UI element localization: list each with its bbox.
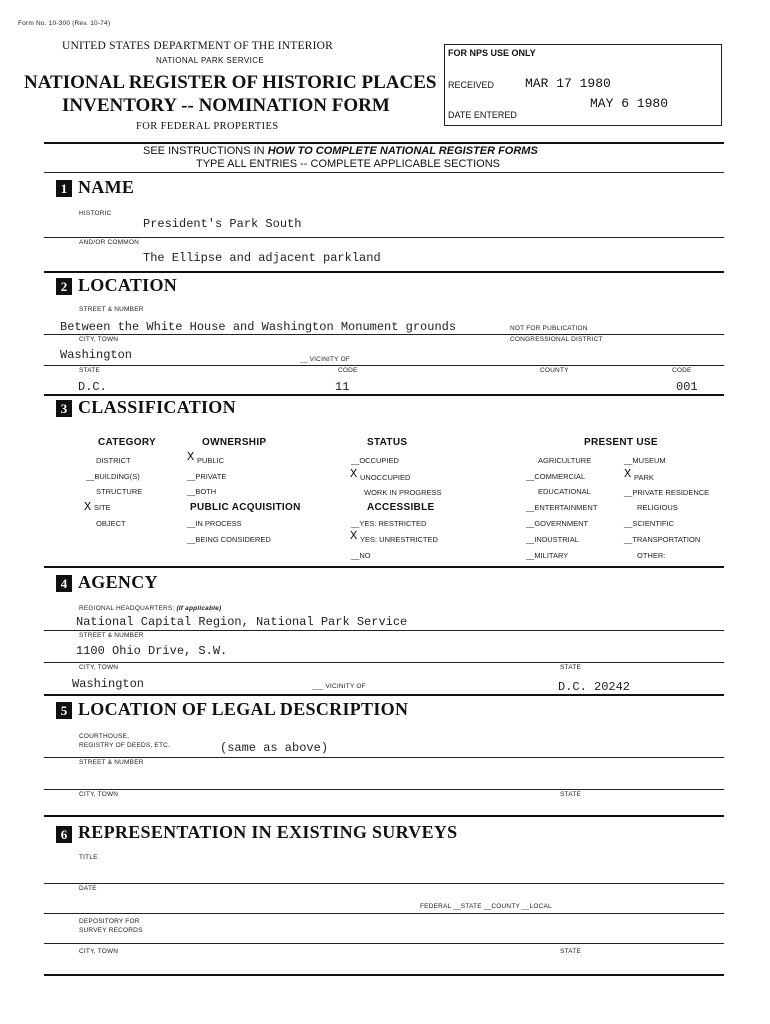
accessible-restricted[interactable]: __YES: RESTRICTED bbox=[351, 519, 427, 528]
use-transportation[interactable]: __TRANSPORTATION bbox=[624, 535, 701, 544]
use-industrial-text: INDUSTRIAL bbox=[534, 535, 579, 544]
common-name-label: AND/OR COMMON bbox=[79, 239, 140, 246]
agency-street-label: STREET & NUMBER bbox=[79, 632, 144, 639]
use-private-residence[interactable]: __PRIVATE RESIDENCE bbox=[624, 488, 710, 497]
rule bbox=[44, 943, 724, 944]
category-structure[interactable]: STRUCTURE bbox=[96, 487, 143, 496]
section-number-5: 5 bbox=[56, 702, 72, 719]
section-number-4: 4 bbox=[56, 575, 72, 592]
courthouse-label: COURTHOUSE, bbox=[79, 733, 130, 740]
accessible-no[interactable]: __NO bbox=[351, 551, 371, 560]
agency-city-label: CITY, TOWN bbox=[79, 664, 119, 671]
state-label: STATE bbox=[79, 367, 100, 374]
rule bbox=[44, 757, 724, 758]
use-religious[interactable]: RELIGIOUS bbox=[637, 503, 678, 512]
use-transportation-text: TRANSPORTATION bbox=[632, 535, 701, 544]
legal-street-label: STREET & NUMBER bbox=[79, 759, 144, 766]
section-title-surveys: REPRESENTATION IN EXISTING SURVEYS bbox=[78, 822, 458, 842]
survey-date-label: DATE bbox=[79, 885, 97, 892]
use-government[interactable]: __GOVERNMENT bbox=[526, 519, 589, 528]
ownership-public-mark: X bbox=[187, 450, 195, 464]
historic-label: HISTORIC bbox=[79, 210, 112, 217]
status-unoccupied-mark: X bbox=[350, 467, 358, 481]
section-number-3: 3 bbox=[56, 400, 72, 417]
section-number-6: 6 bbox=[56, 826, 72, 843]
acquisition-being-considered[interactable]: __BEING CONSIDERED bbox=[187, 535, 271, 544]
instructions-guide-title: HOW TO COMPLETE NATIONAL REGISTER FORMS bbox=[267, 145, 538, 157]
survey-title-label: TITLE bbox=[79, 854, 98, 861]
status-unoccupied[interactable]: UNOCCUPIED bbox=[360, 473, 411, 482]
section-rule bbox=[44, 394, 724, 396]
regional-hq-note: (If applicable) bbox=[176, 605, 222, 612]
section-title-legal-description: LOCATION OF LEGAL DESCRIPTION bbox=[78, 699, 409, 719]
depository-label: DEPOSITORY FOR bbox=[79, 918, 140, 925]
use-museum[interactable]: __MUSEUM bbox=[624, 456, 666, 465]
regional-hq-text: REGIONAL HEADQUARTERS: bbox=[79, 605, 175, 612]
instructions-bottom-rule bbox=[44, 172, 724, 173]
vicinity-of-label: __ VICINITY OF bbox=[300, 356, 351, 363]
section-number-1: 1 bbox=[56, 180, 72, 197]
received-stamp: MAR 17 1980 bbox=[525, 76, 611, 91]
public-acquisition-header: PUBLIC ACQUISITION bbox=[190, 502, 301, 513]
survey-city-label: CITY, TOWN bbox=[79, 948, 119, 955]
section-rule bbox=[44, 974, 724, 976]
instructions-prefix: SEE INSTRUCTIONS IN bbox=[143, 145, 268, 157]
use-educational[interactable]: EDUCATIONAL bbox=[538, 487, 591, 496]
ownership-both-text: BOTH bbox=[195, 487, 217, 496]
use-military-text: MILITARY bbox=[534, 551, 569, 560]
survey-records-label: SURVEY RECORDS bbox=[79, 927, 143, 934]
legal-state-label: STATE bbox=[560, 791, 581, 798]
section-title-location: LOCATION bbox=[78, 275, 178, 295]
agency-state-field[interactable]: D.C. 20242 bbox=[558, 680, 631, 694]
status-occupied[interactable]: __OCCUPIED bbox=[351, 456, 399, 465]
accessible-no-text: NO bbox=[359, 551, 371, 560]
instructions-top-rule bbox=[44, 142, 724, 144]
county-label: COUNTY bbox=[540, 367, 569, 374]
street-field[interactable]: Between the White House and Washington Monument grounds bbox=[60, 320, 457, 334]
accessible-restricted-text: YES: RESTRICTED bbox=[359, 519, 427, 528]
section-rule bbox=[44, 271, 724, 273]
rule bbox=[44, 913, 724, 914]
accessible-unrestricted-mark: X bbox=[350, 529, 358, 543]
legal-city-label: CITY, TOWN bbox=[79, 791, 119, 798]
vicinity-of-text: VICINITY OF bbox=[309, 356, 351, 363]
regional-hq-label bbox=[79, 605, 221, 612]
form-scope: FOR FEDERAL PROPERTIES bbox=[136, 121, 279, 132]
category-buildings[interactable]: __BUILDING(S) bbox=[86, 472, 140, 481]
received-label: RECEIVED bbox=[448, 80, 495, 90]
category-site-mark: X bbox=[84, 500, 92, 514]
instructions-line2: TYPE ALL ENTRIES -- COMPLETE APPLICABLE SECTIONS bbox=[196, 158, 501, 170]
section-rule bbox=[44, 815, 724, 817]
use-agriculture[interactable]: AGRICULTURE bbox=[538, 456, 592, 465]
status-work-in-progress[interactable]: WORK IN PROGRESS bbox=[364, 488, 442, 497]
survey-levels: FEDERAL __STATE __COUNTY __LOCAL bbox=[420, 903, 552, 910]
use-commercial[interactable]: __COMMERCIAL bbox=[526, 472, 586, 481]
rule bbox=[44, 334, 724, 335]
courthouse-field[interactable]: (same as above) bbox=[220, 741, 329, 755]
date-entered-label: DATE ENTERED bbox=[448, 110, 517, 120]
rule bbox=[44, 237, 724, 238]
form-subtitle: INVENTORY -- NOMINATION FORM bbox=[62, 95, 390, 116]
use-scientific-text: SCIENTIFIC bbox=[632, 519, 675, 528]
agency-state-label: STATE bbox=[560, 664, 581, 671]
use-entertainment[interactable]: __ENTERTAINMENT bbox=[526, 503, 598, 512]
form-number: Form No. 10-300 (Rev. 10-74) bbox=[18, 20, 111, 27]
use-private-residence-text: PRIVATE RESIDENCE bbox=[632, 488, 710, 497]
rule bbox=[44, 662, 724, 663]
section-rule bbox=[44, 694, 724, 696]
acquisition-being-considered-text: BEING CONSIDERED bbox=[195, 535, 271, 544]
county-code-label: CODE bbox=[672, 367, 692, 374]
city-field[interactable]: Washington bbox=[60, 348, 133, 362]
state-code-field[interactable]: 11 bbox=[335, 380, 350, 394]
use-entertainment-text: ENTERTAINMENT bbox=[534, 503, 598, 512]
code-label: CODE bbox=[338, 367, 358, 374]
ownership-both[interactable]: __BOTH bbox=[187, 487, 217, 496]
survey-state-label: STATE bbox=[560, 948, 581, 955]
acquisition-in-process[interactable]: __IN PROCESS bbox=[187, 519, 242, 528]
present-use-header: PRESENT USE bbox=[584, 437, 658, 448]
city-town-label: CITY, TOWN bbox=[79, 336, 119, 343]
section-title-name: NAME bbox=[78, 177, 135, 197]
ownership-private-text: PRIVATE bbox=[195, 472, 227, 481]
form-title: NATIONAL REGISTER OF HISTORIC PLACES bbox=[24, 72, 437, 93]
acquisition-in-process-text: IN PROCESS bbox=[195, 519, 242, 528]
accessible-header: ACCESSIBLE bbox=[367, 502, 435, 513]
status-occupied-text: OCCUPIED bbox=[359, 456, 399, 465]
historic-name-field[interactable]: President's Park South bbox=[143, 217, 302, 231]
common-name-field[interactable]: The Ellipse and adjacent parkland bbox=[143, 251, 381, 265]
use-scientific[interactable]: __SCIENTIFIC bbox=[624, 519, 675, 528]
section-rule bbox=[44, 566, 724, 568]
category-district[interactable]: DISTRICT bbox=[96, 456, 131, 465]
department-name: UNITED STATES DEPARTMENT OF THE INTERIOR bbox=[62, 40, 334, 52]
congressional-district-label: CONGRESSIONAL DISTRICT bbox=[510, 336, 603, 343]
section-title-classification: CLASSIFICATION bbox=[78, 397, 236, 417]
nps-use-only-label: FOR NPS USE ONLY bbox=[448, 48, 536, 58]
use-park-mark: X bbox=[624, 467, 632, 481]
street-number-label: STREET & NUMBER bbox=[79, 306, 144, 313]
county-code-field[interactable]: 001 bbox=[676, 380, 698, 394]
use-other[interactable]: OTHER: bbox=[637, 551, 666, 560]
ownership-header: OWNERSHIP bbox=[202, 437, 267, 448]
agency-vicinity-label: ___ VICINITY OF bbox=[312, 683, 366, 690]
service-name: NATIONAL PARK SERVICE bbox=[156, 56, 265, 65]
regional-hq-field[interactable]: National Capital Region, National Park Service bbox=[76, 615, 408, 629]
use-museum-text: MUSEUM bbox=[632, 456, 666, 465]
state-field[interactable]: D.C. bbox=[78, 380, 107, 394]
use-military[interactable]: __MILITARY bbox=[526, 551, 569, 560]
category-buildings-text: BUILDING(S) bbox=[94, 472, 140, 481]
use-government-text: GOVERNMENT bbox=[534, 519, 589, 528]
section-title-agency: AGENCY bbox=[78, 572, 158, 592]
ownership-public[interactable]: PUBLIC bbox=[197, 456, 225, 465]
rule bbox=[44, 365, 724, 366]
category-site[interactable]: SITE bbox=[94, 503, 111, 512]
ownership-private[interactable]: __PRIVATE bbox=[187, 472, 227, 481]
status-header: STATUS bbox=[367, 437, 408, 448]
date-entered-stamp: MAY 6 1980 bbox=[590, 96, 669, 111]
rule bbox=[44, 789, 724, 790]
use-commercial-text: COMMERCIAL bbox=[534, 472, 586, 481]
not-for-publication-label: NOT FOR PUBLICATION bbox=[510, 325, 588, 332]
use-park[interactable]: PARK bbox=[634, 473, 654, 482]
accessible-unrestricted[interactable]: YES: UNRESTRICTED bbox=[360, 535, 438, 544]
rule bbox=[44, 883, 724, 884]
category-object[interactable]: OBJECT bbox=[96, 519, 126, 528]
registry-label: REGISTRY OF DEEDS, ETC. bbox=[79, 742, 171, 749]
use-industrial[interactable]: __INDUSTRIAL bbox=[526, 535, 579, 544]
instructions-line1 bbox=[143, 145, 538, 157]
agency-vicinity-text: VICINITY OF bbox=[325, 683, 366, 690]
section-number-2: 2 bbox=[56, 278, 72, 295]
rule bbox=[44, 630, 724, 631]
category-header: CATEGORY bbox=[98, 437, 156, 448]
agency-city-field[interactable]: Washington bbox=[72, 677, 145, 691]
agency-street-field[interactable]: 1100 Ohio Drive, S.W. bbox=[76, 644, 228, 658]
